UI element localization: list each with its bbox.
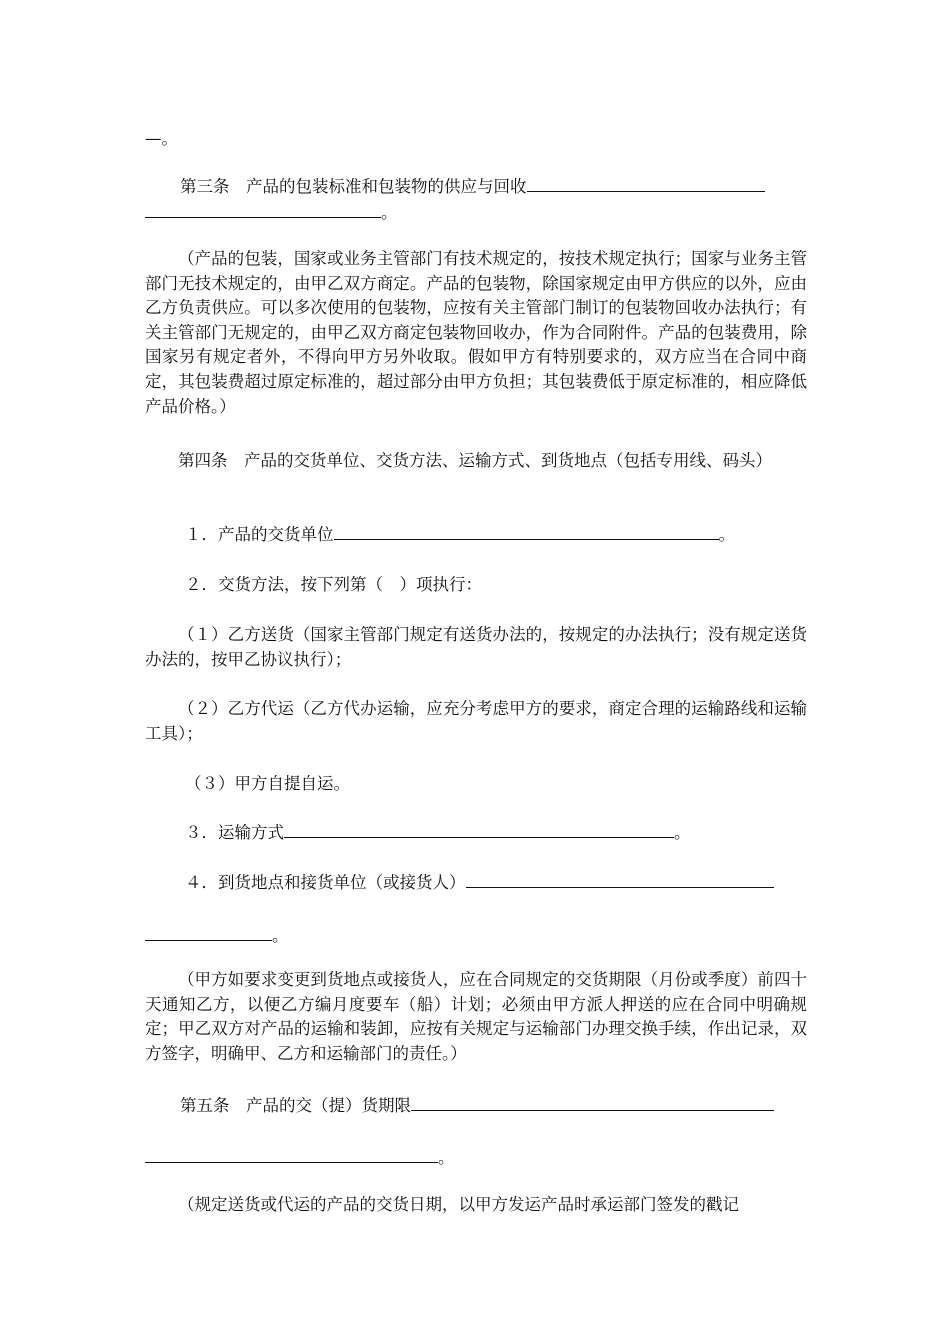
item-3-transport-mode: ３．运输方式 。 (185, 823, 691, 842)
article-5-blank-line: 。 (145, 1147, 805, 1169)
fill-blank (145, 925, 272, 941)
fill-blank (527, 176, 765, 192)
option-1-seller-delivery: （１）乙方送货（国家主管部门规定有送货办法的，按规定的办法执行；没有规定送货办法的，按甲乙协议执行）； (145, 625, 807, 669)
fill-blank (334, 524, 719, 540)
article-3-heading: 第三条 产品的包装标准和包装物的供应与回收 (145, 176, 840, 198)
article-3-blank-line: 。 (145, 202, 805, 224)
fill-blank (411, 1095, 774, 1111)
destination-change-note: （甲方如要求变更到货地点或接货人，应在合同规定的交货期限（月份或季度）前四十天通知乙方，以便乙方编月度要车（船）计划；必须由甲方派人押送的应在合同中明确规定；甲乙双方对产品的运输和装卸，应按有关规定与运输部门办理交换手续，作出记录，双方签字，明确甲、乙方和运输部门的责任。） (145, 970, 807, 1063)
fill-blank (284, 822, 674, 838)
delivery-date-note: （规定送货或代运的产品的交货日期，以甲方发运产品时承运部门签发的戳记 (178, 1195, 739, 1214)
option-2-seller-shipping: （２）乙方代运（乙方代办运输，应充分考虑甲方的要求，商定合理的运输路线和运输工具）； (145, 699, 807, 743)
continuation-line: —。 (145, 129, 178, 148)
fill-blank (145, 1147, 438, 1163)
fill-blank (145, 202, 381, 218)
item-4-blank-line: 。 (145, 925, 805, 947)
item-4-destination: ４．到货地点和接货单位（或接货人） (145, 872, 845, 894)
option-3-buyer-pickup: （３）甲方自提自运。 (185, 774, 350, 793)
item-2-delivery-method: ２．交货方法，按下列第（ ）项执行： (185, 575, 482, 594)
packaging-note: （产品的包装，国家或业务主管部门有技术规定的，按技术规定执行；国家与业务主管部门无技术规定的，由甲乙双方商定。产品的包装物，除国家规定由甲方供应的以外，应由乙方负责供应。可以多次使用的包装物，应按有关主管部门制订的包装物回收办法执行；有关主管部门无规定的，由甲乙双方商定包装物回收办，作为合同附件。产品的包装费用，除国家另有规定者外，不得向甲方另外收取。假如甲方有特别要求的，双方应当在合同中商定，其包装费超过原定标准的，超过部分由甲方负担；其包装费低于原定标准的，相应降低产品价格。） (145, 249, 807, 416)
article-5-heading: 第五条 产品的交（提）货期限 (145, 1095, 840, 1117)
fill-blank (466, 872, 774, 888)
item-1-delivery-unit: １．产品的交货单位 。 (185, 525, 735, 544)
article-4-heading: 第四条 产品的交货单位、交货方法、运输方式、到货地点（包括专用线、码头） (178, 451, 772, 470)
